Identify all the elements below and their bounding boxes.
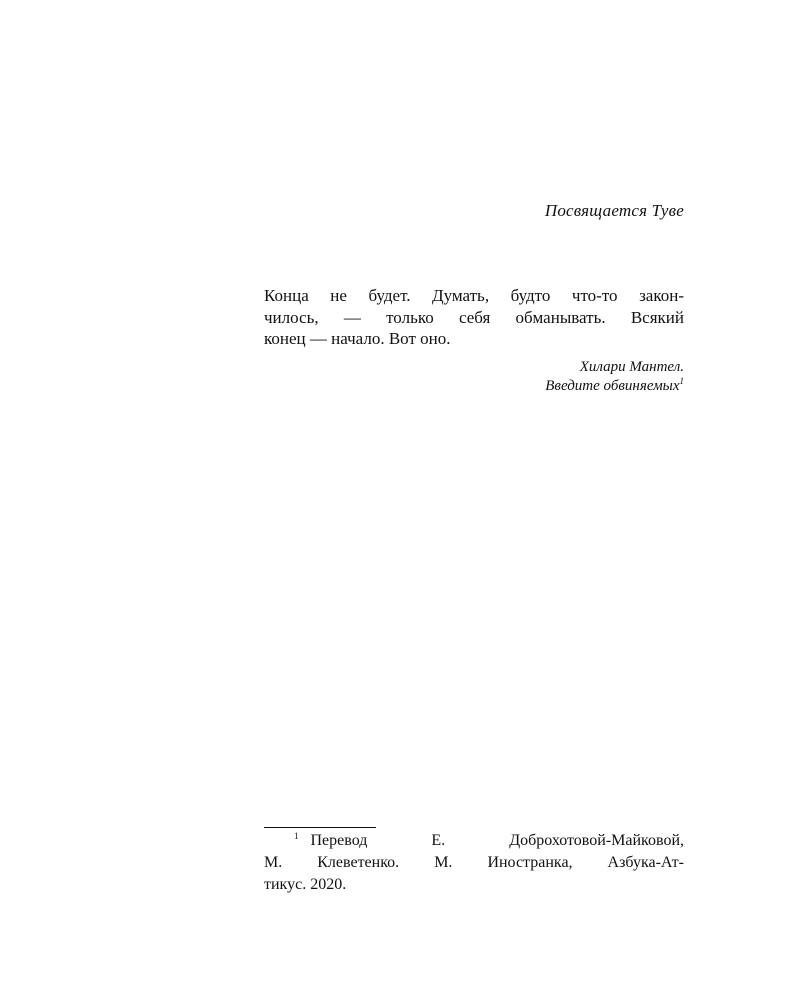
footnote-reference-marker: 1 <box>679 375 684 386</box>
footnote-line <box>264 830 684 852</box>
footnote-number: 1 <box>294 830 299 841</box>
footnote-line: тикус. 2020. <box>264 876 347 893</box>
footnote-line: М. Клеветенко. М. Иностранка, Азбука-Ат- <box>264 854 684 871</box>
epigraph <box>264 285 684 396</box>
epigraph-source-line <box>264 377 684 396</box>
epigraph-line: Конца не будет. Думать, будто что-то закон- <box>264 286 684 305</box>
epigraph-author: Хилари Мантел. <box>579 358 684 375</box>
footnote <box>264 830 684 896</box>
epigraph-attribution <box>264 358 684 396</box>
footnote-line-text: Перевод Е. Доброхотовой-Майковой, <box>310 832 684 849</box>
epigraph-line: конец — начало. Вот оно. <box>264 329 451 348</box>
epigraph-source: Введите обвиняемых <box>545 377 680 394</box>
dedication: Посвящается Туве <box>544 201 684 220</box>
epigraph-text <box>264 285 684 350</box>
epigraph-line: чилось, — только себя обманывать. Всякий <box>264 307 684 327</box>
footnote-divider <box>264 827 376 828</box>
